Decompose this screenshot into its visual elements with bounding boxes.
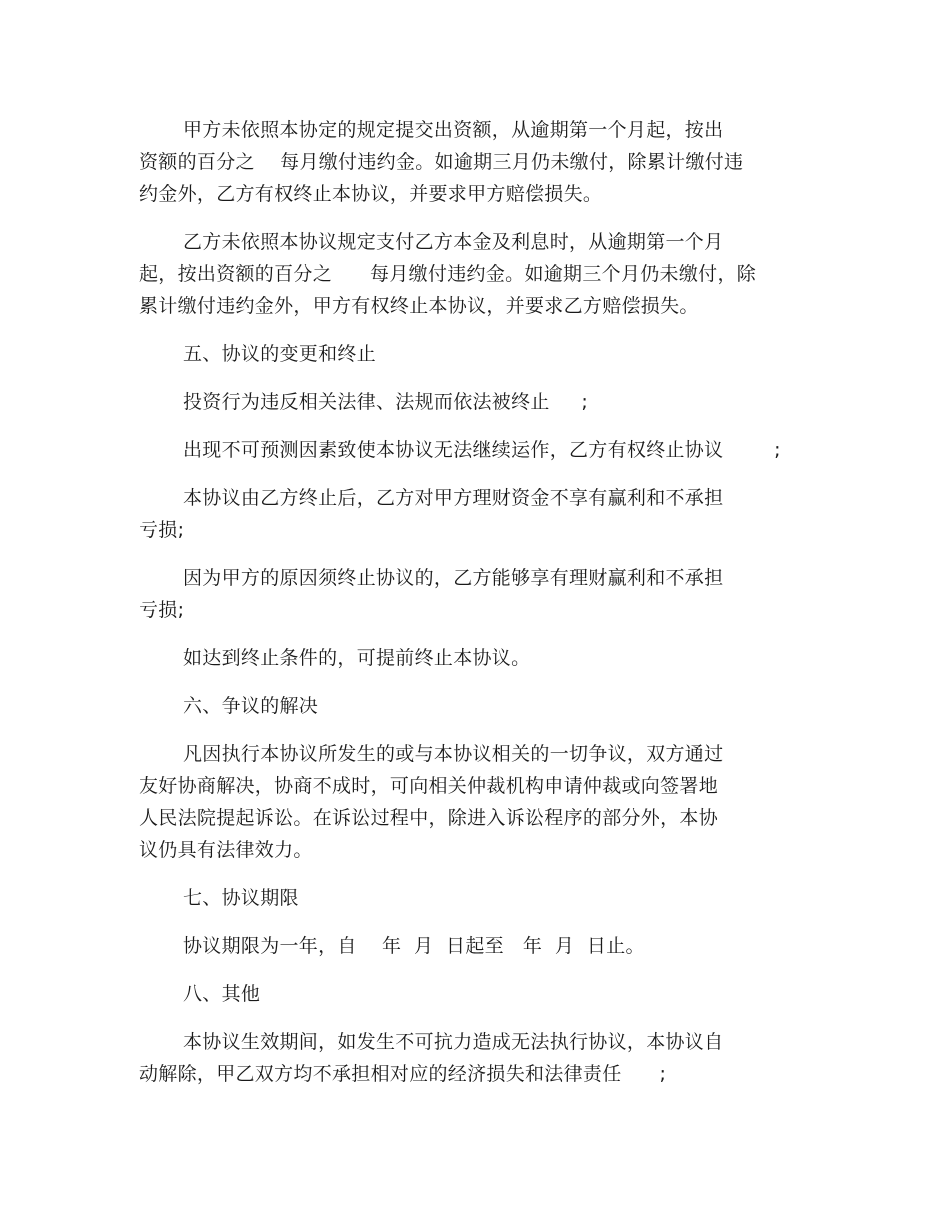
termination-item-3-line-1: 本协议由乙方终止后，乙方对甲方理财资金不享有赢利和不承担	[183, 487, 724, 509]
other-para-line-2: 动解除，甲乙双方均不承担相对应的经济损失和法律责任 ;	[139, 1063, 667, 1085]
dispute-para-line-4: 议仍具有法律效力。	[139, 839, 313, 861]
dispute-para-line-2: 友好协商解决，协商不成时，可向相关仲裁机构申请仲裁或向签署地	[139, 775, 719, 797]
dispute-para-line-3: 人民法院提起诉讼。在诉讼过程中，除进入诉讼程序的部分外，本协	[139, 807, 719, 829]
section-heading-7: 七、协议期限	[183, 887, 299, 909]
termination-item-3-line-2: 亏损;	[139, 519, 185, 541]
termination-item-1: 投资行为违反相关法律、法规而依法被终止 ;	[183, 391, 589, 413]
para-breach-party-a-line-2: 资额的百分之 每月缴付违约金。如逾期三月仍未缴付，除累计缴付违	[139, 151, 744, 173]
termination-item-2: 出现不可预测因素致使本协议无法继续运作，乙方有权终止协议 ;	[183, 439, 781, 461]
term-statement: 协议期限为一年，自 年 月 日起至 年 月 日止。	[183, 935, 645, 957]
section-heading-8: 八、其他	[183, 983, 261, 1005]
para-breach-party-b-line-1: 乙方未依照本协议规定支付乙方本金及利息时，从逾期第一个月	[183, 231, 724, 253]
termination-item-5: 如达到终止条件的，可提前终止本协议。	[183, 647, 531, 669]
para-breach-party-b-line-2: 起，按出资额的百分之 每月缴付违约金。如逾期三个月仍未缴付，除	[139, 263, 757, 285]
termination-item-4-line-2: 亏损;	[139, 599, 185, 621]
para-breach-party-a-line-3: 约金外，乙方有权终止本协议，并要求甲方赔偿损失。	[139, 183, 603, 205]
dispute-para-line-1: 凡因执行本协议所发生的或与本协议相关的一切争议，双方通过	[183, 743, 724, 765]
section-heading-6: 六、争议的解决	[183, 695, 319, 717]
section-heading-5: 五、协议的变更和终止	[183, 343, 377, 365]
termination-item-4-line-1: 因为甲方的原因须终止协议的，乙方能够享有理财赢利和不承担	[183, 567, 724, 589]
para-breach-party-b-line-3: 累计缴付违约金外，甲方有权终止本协议，并要求乙方赔偿损失。	[139, 295, 699, 317]
other-para-line-1: 本协议生效期间，如发生不可抗力造成无法执行协议，本协议自	[183, 1031, 724, 1053]
para-breach-party-a-line-1: 甲方未依照本协定的规定提交出资额，从逾期第一个月起，按出	[183, 119, 724, 141]
